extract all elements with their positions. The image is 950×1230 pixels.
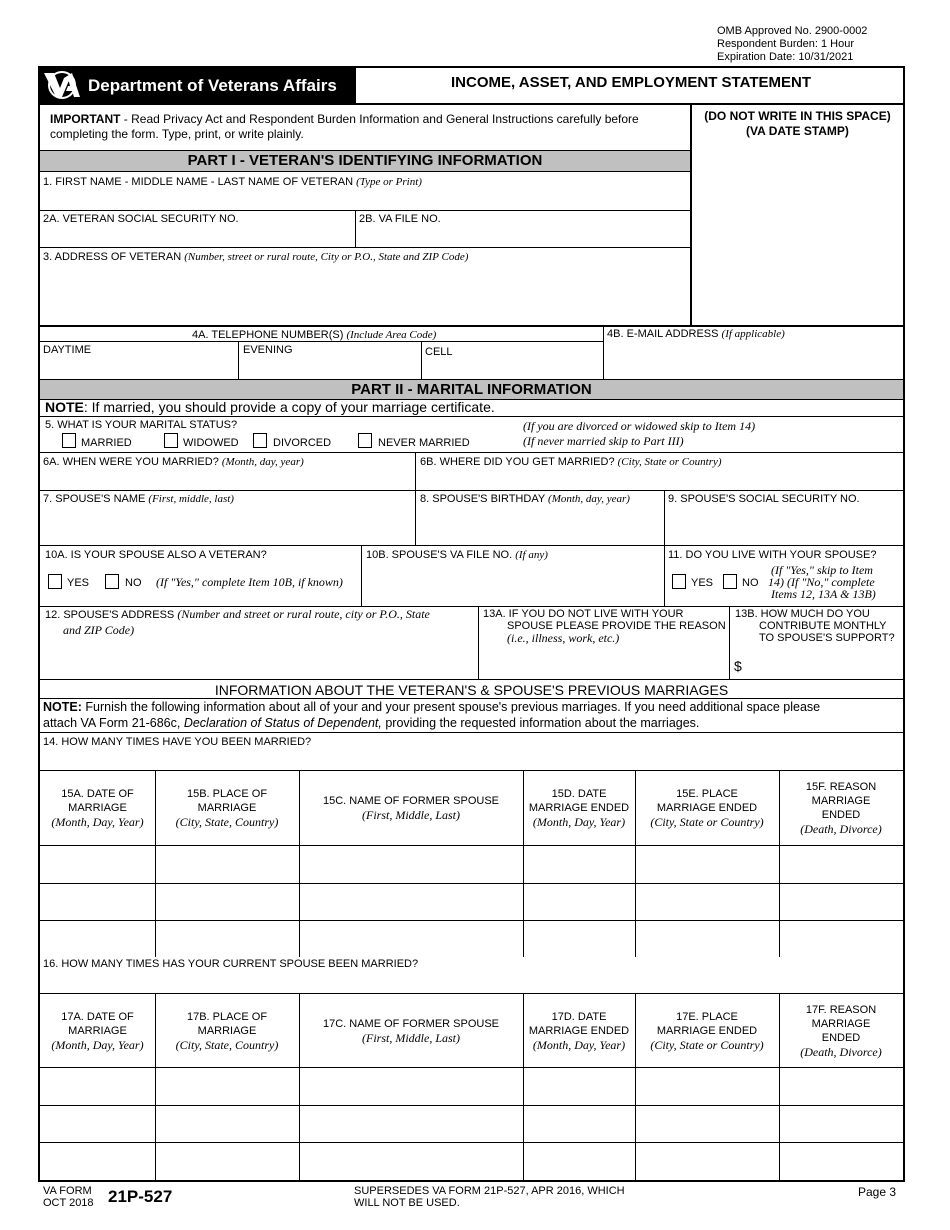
marriage15-row2-col2-field[interactable] — [156, 884, 298, 919]
spouse-ssn-field[interactable] — [666, 507, 901, 544]
veteran-ssn-field[interactable] — [40, 226, 354, 246]
part2-title: PART II - MARITAL INFORMATION — [40, 380, 903, 399]
item2b-label: 2B. VA FILE NO. — [359, 213, 441, 225]
marriage15-row1-col5-field[interactable] — [636, 846, 778, 882]
marriage15-row1-col1-field[interactable] — [41, 846, 154, 882]
monthly-support-field[interactable] — [746, 656, 901, 678]
form-title: INCOME, ASSET, AND EMPLOYMENT STATEMENT — [450, 74, 811, 91]
marriage17-row1-col1-field[interactable] — [41, 1068, 154, 1104]
item7-label: 7. SPOUSE'S NAME (First, middle, last) — [43, 493, 234, 505]
item5-note2: (If never married skip to Part III) — [523, 434, 684, 448]
date-stamp-area[interactable] — [692, 109, 903, 139]
divorced-label: DIVORCED — [273, 437, 332, 449]
cell-label: CELL — [425, 346, 453, 358]
page-number: Page 3 — [858, 1185, 897, 1199]
marriage17-row1-col2-field[interactable] — [156, 1068, 298, 1104]
marriage15-row3-col1-field[interactable] — [41, 921, 154, 956]
table-column-header: 17B. PLACE OF MARRIAGE (City, State, Country) — [175, 1010, 279, 1052]
marriage17-row3-col1-field[interactable] — [41, 1143, 154, 1179]
marriage17-row1-col5-field[interactable] — [636, 1068, 778, 1104]
spouse-address-field[interactable] — [40, 640, 476, 678]
item10a-note: (If "Yes," complete Item 10B, if known) — [156, 575, 343, 589]
supersedes-notice: SUPERSEDES VA FORM 21P-527, APR 2016, WHICH WILL NOT BE USED. — [354, 1185, 625, 1209]
widowed-label: WIDOWED — [183, 437, 239, 449]
marriage17-row3-col2-field[interactable] — [156, 1143, 298, 1179]
widowed-checkbox[interactable] — [164, 433, 178, 448]
spouse-times-married-field[interactable] — [40, 972, 901, 992]
marriage17-row2-col2-field[interactable] — [156, 1106, 298, 1141]
item10a-label: 10A. IS YOUR SPOUSE ALSO A VETERAN? — [45, 549, 267, 561]
live-with-spouse-yes-checkbox[interactable] — [672, 574, 686, 589]
va-logo-icon — [42, 70, 82, 100]
important-label: IMPORTANT — [50, 112, 121, 126]
table-column-header: 17D. DATE MARRIAGE ENDED (Month, Day, Year) — [528, 1010, 630, 1052]
item8-label: 8. SPOUSE'S BIRTHDAY (Month, day, year) — [420, 493, 630, 505]
item12-label: 12. SPOUSE'S ADDRESS (Number and street or rural route, city or P.O., State and ZIP Code) — [45, 607, 430, 637]
part1-rule-top — [38, 150, 691, 151]
item4b-label: 4B. E-MAIL ADDRESS (If applicable) — [607, 328, 785, 340]
spouse-veteran-no-label: NO — [125, 577, 142, 589]
marriage15-row3-col3-field[interactable] — [300, 921, 522, 956]
marriage15-row3-col5-field[interactable] — [636, 921, 778, 956]
frame-bottom — [38, 1180, 905, 1182]
omb-burden: Respondent Burden: 1 Hour — [717, 38, 854, 50]
table-column-header: 15F. REASON MARRIAGE ENDED (Death, Divorce) — [800, 781, 882, 836]
evening-phone-field[interactable] — [239, 357, 420, 378]
agency-banner — [38, 67, 356, 103]
marriage17-row2-col4-field[interactable] — [524, 1106, 634, 1141]
item16-label: 16. HOW MANY TIMES HAS YOUR CURRENT SPOUSE BEEN MARRIED? — [43, 958, 419, 970]
live-with-spouse-yes-label: YES — [691, 577, 714, 589]
marriage17-row2-col5-field[interactable] — [636, 1106, 778, 1141]
cell-phone-field[interactable] — [422, 359, 602, 378]
table-column-header: 15A. DATE OF MARRIAGE (Month, Day, Year) — [51, 788, 144, 829]
important-line1: - Read Privacy Act and Respondent Burden Information and General Instructions carefully before — [120, 112, 639, 126]
item13a-label: 13A. IF YOU DO NOT LIVE WITH YOUR SPOUSE PLEASE PROVIDE THE REASON (i.e., illness, work, etc.) — [483, 608, 726, 645]
stamp-line2: (VA DATE STAMP) — [746, 124, 849, 138]
marriage17-row1-col3-field[interactable] — [300, 1068, 522, 1104]
marriage15-row2-col3-field[interactable] — [300, 884, 522, 919]
married-label: MARRIED — [81, 437, 132, 449]
frame-right — [903, 66, 905, 1182]
marriage15-row1-col4-field[interactable] — [524, 846, 634, 882]
item2a-label: 2A. VETERAN SOCIAL SECURITY NO. — [43, 213, 239, 225]
live-with-spouse-no-label: NO — [742, 577, 759, 589]
table-column-header: 17F. REASON MARRIAGE ENDED (Death, Divorce) — [800, 1003, 882, 1059]
marriage17-row3-col5-field[interactable] — [636, 1143, 778, 1179]
live-with-spouse-no-checkbox[interactable] — [723, 574, 737, 589]
header-divider — [38, 103, 905, 105]
marriage15-row2-col1-field[interactable] — [41, 884, 154, 919]
daytime-phone-field[interactable] — [40, 357, 237, 378]
item9-label: 9. SPOUSE'S SOCIAL SECURITY NO. — [668, 493, 860, 505]
item5-note1: (If you are divorced or widowed skip to Item 14) — [523, 419, 756, 433]
va-file-no-field[interactable] — [357, 226, 689, 246]
item6a-label: 6A. WHEN WERE YOU MARRIED? (Month, day, year) — [43, 456, 304, 468]
marriage17-row3-col6-field[interactable] — [780, 1143, 902, 1179]
stamp-line1: (DO NOT WRITE IN THIS SPACE) — [704, 109, 891, 123]
marriage-certificate-note: NOTE: If married, you should provide a copy of your marriage certificate. — [45, 399, 495, 415]
dollar-sign: $ — [734, 658, 742, 674]
marriage17-row2-col1-field[interactable] — [41, 1106, 154, 1141]
spouse-name-field[interactable] — [40, 507, 414, 544]
spouse-veteran-no-checkbox[interactable] — [105, 574, 119, 589]
table-column-header: 17C. NAME OF FORMER SPOUSE (First, Middle, Last) — [322, 1017, 500, 1045]
table-column-header: 15C. NAME OF FORMER SPOUSE (First, Middle, Last) — [322, 795, 500, 822]
veteran-name-field[interactable] — [40, 189, 690, 209]
item14-label: 14. HOW MANY TIMES HAVE YOU BEEN MARRIED? — [43, 736, 312, 748]
email-field[interactable] — [605, 342, 901, 378]
evening-label: EVENING — [243, 344, 293, 356]
marriage15-row2-col6-field[interactable] — [780, 884, 902, 919]
footer-form-label: VA FORM OCT 2018 — [43, 1185, 94, 1209]
marriage17-row1-col4-field[interactable] — [524, 1068, 634, 1104]
marriage-place-field[interactable] — [417, 470, 901, 490]
previous-marriages-title: INFORMATION ABOUT THE VETERAN'S & SPOUSE'S PREVIOUS MARRIAGES — [214, 682, 729, 698]
part1-rule-bottom — [38, 171, 691, 172]
marriage15-row1-col2-field[interactable] — [156, 846, 298, 882]
marriage15-row3-col4-field[interactable] — [524, 921, 634, 956]
never-married-checkbox[interactable] — [358, 433, 372, 448]
item5-label: 5. WHAT IS YOUR MARITAL STATUS? — [45, 419, 238, 431]
spouse-veteran-yes-label: YES — [67, 577, 90, 589]
item3-label: 3. ADDRESS OF VETERAN (Number, street or rural route, City or P.O., State and ZIP Code) — [43, 251, 469, 263]
married-checkbox[interactable] — [62, 433, 76, 448]
marriage15-row1-col3-field[interactable] — [300, 846, 522, 882]
item13b-label: 13B. HOW MUCH DO YOU CONTRIBUTE MONTHLY TO SPOUSE'S SUPPORT? — [735, 608, 895, 644]
marriage17-row3-col4-field[interactable] — [524, 1143, 634, 1179]
marriage17-row2-col6-field[interactable] — [780, 1106, 902, 1141]
omb-expiration: Expiration Date: 10/31/2021 — [717, 51, 854, 63]
marriage15-row1-col6-field[interactable] — [780, 846, 902, 882]
divorced-checkbox[interactable] — [253, 433, 267, 448]
spouse-birthday-field[interactable] — [417, 507, 663, 544]
form-number: 21P-527 — [108, 1187, 173, 1206]
frame-top — [38, 66, 905, 68]
agency-name: Department of Veterans Affairs — [88, 76, 337, 95]
table-column-header: 15E. PLACE MARRIAGE ENDED (City, State or Country) — [650, 788, 764, 829]
marriage15-row2-col5-field[interactable] — [636, 884, 778, 919]
never-married-label: NEVER MARRIED — [378, 437, 470, 449]
table-column-header: 15B. PLACE OF MARRIAGE (City, State, Country) — [175, 788, 279, 829]
item11-note: (If "Yes," skip to Item 14) (If "No," complete Items 12, 13A & 13B) — [768, 563, 876, 601]
veteran-address-field[interactable] — [40, 265, 688, 323]
daytime-label: DAYTIME — [43, 344, 92, 356]
item11-label: 11. DO YOU LIVE WITH YOUR SPOUSE? — [668, 549, 877, 561]
item10b-label: 10B. SPOUSE'S VA FILE NO. (If any) — [366, 549, 548, 561]
table-column-header: 15D. DATE MARRIAGE ENDED (Month, Day, Year) — [528, 788, 630, 829]
marriage17-row3-col3-field[interactable] — [300, 1143, 522, 1179]
separation-reason-field[interactable] — [480, 645, 728, 678]
previous-marriages-note: NOTE: Furnish the following information about all of your and your present spouse's previous marriages. If you need additional space please attach VA Form 21-686c, Declaration of Status of Dependent, providing the requested information about the marriages. — [43, 700, 821, 730]
times-married-field[interactable] — [40, 750, 901, 769]
important-notice — [50, 112, 639, 142]
omb-approved: OMB Approved No. 2900-0002 — [717, 25, 868, 37]
marriage17-row1-col6-field[interactable] — [780, 1068, 902, 1104]
item4a-label: 4A. TELEPHONE NUMBER(S) (Include Area Code) — [192, 329, 437, 341]
table-column-header: 17E. PLACE MARRIAGE ENDED (City, State or Country) — [650, 1010, 764, 1052]
marriage17-row2-col3-field[interactable] — [300, 1106, 522, 1141]
marriage15-row3-col6-field[interactable] — [780, 921, 902, 956]
item6b-label: 6B. WHERE DID YOU GET MARRIED? (City, State or Country) — [420, 456, 722, 468]
spouse-veteran-yes-checkbox[interactable] — [48, 574, 62, 589]
item1-label: 1. FIRST NAME - MIDDLE NAME - LAST NAME OF VETERAN (Type or Print) — [43, 176, 422, 188]
marriage15-row3-col2-field[interactable] — [156, 921, 298, 956]
part1-title: PART I - VETERAN'S IDENTIFYING INFORMATION — [40, 151, 690, 171]
marriage-date-field[interactable] — [40, 470, 414, 490]
table-column-header: 17A. DATE OF MARRIAGE (Month, Day, Year) — [51, 1010, 144, 1052]
important-line2: completing the form. Type, print, or write plainly. — [50, 127, 304, 141]
marriage15-row2-col4-field[interactable] — [524, 884, 634, 919]
spouse-va-file-field[interactable] — [363, 563, 663, 605]
